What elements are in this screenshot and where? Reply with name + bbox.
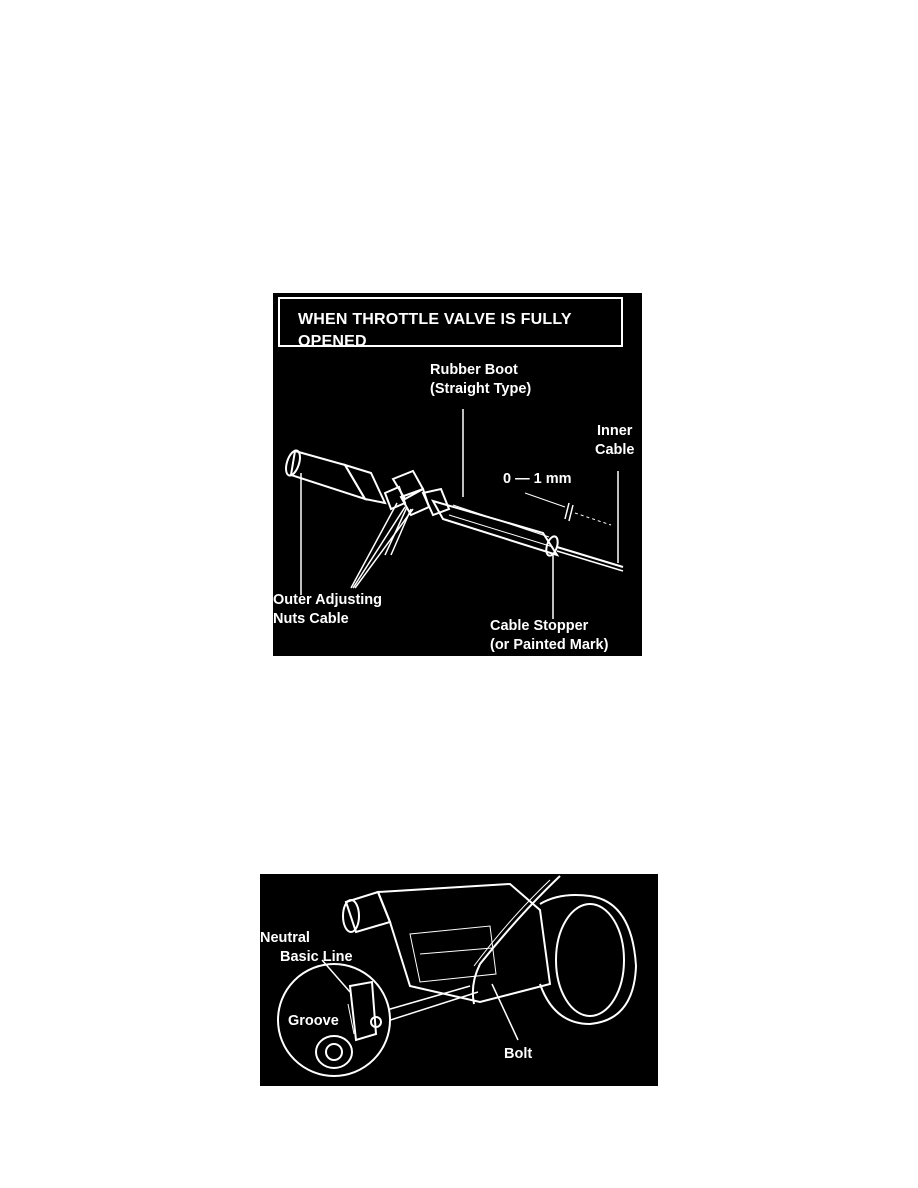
nuts-cable-label: Nuts Cable — [273, 611, 349, 627]
throttle-cable-figure — [273, 293, 642, 656]
inner-cable-label: Cable — [595, 442, 635, 458]
outer-adjusting-label: Outer Adjusting — [273, 592, 383, 608]
inner-label: Inner — [597, 423, 633, 439]
transmission-drawing — [260, 874, 658, 1086]
cable-stopper-label: Cable Stopper — [490, 618, 589, 634]
groove-label: Groove — [288, 1013, 339, 1029]
transmission-figure — [260, 874, 658, 1086]
painted-mark-label: (or Painted Mark) — [490, 637, 609, 653]
basic-line-label: Basic Line — [280, 949, 353, 965]
figure-title: WHEN THROTTLE VALVE IS FULLY OPENED — [298, 311, 572, 350]
rubber-boot-type-label: (Straight Type) — [430, 381, 532, 397]
bolt-label: Bolt — [504, 1046, 533, 1062]
gap-dimension-label: 0 — 1 mm — [503, 471, 572, 487]
neutral-label: Neutral — [260, 930, 310, 946]
rubber-boot-label: Rubber Boot — [430, 362, 518, 378]
